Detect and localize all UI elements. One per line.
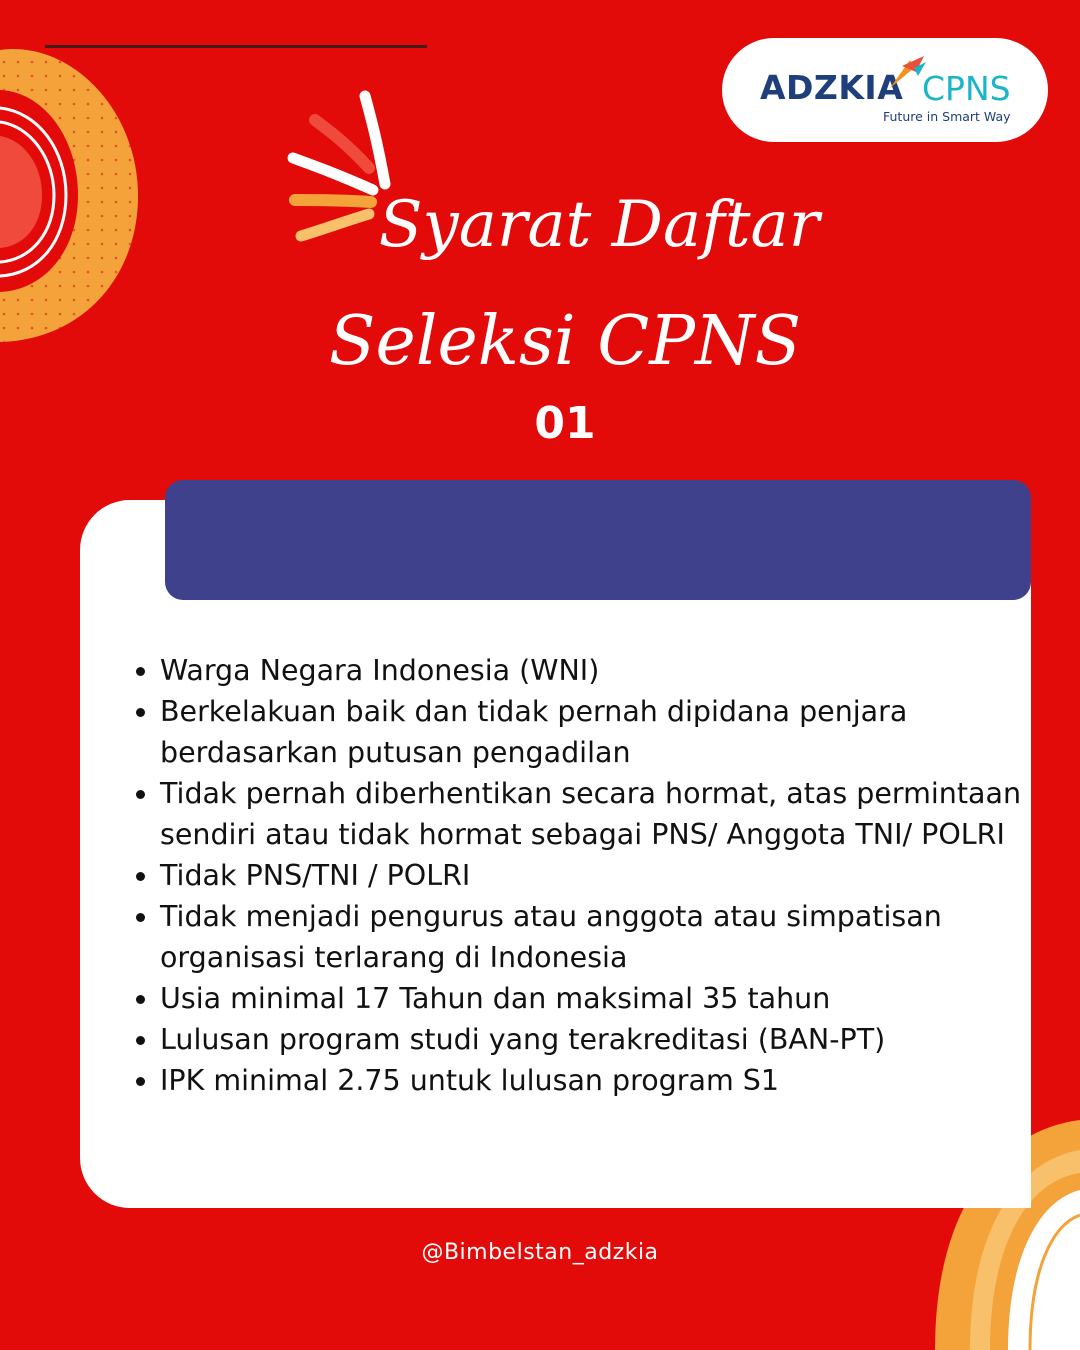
list-item: • Berkelakuan baik dan tidak pernah dipidana penjara berdasarkan putusan pengadilan [160, 691, 1050, 773]
list-item: • IPK minimal 2.75 untuk lulusan program S1 [160, 1060, 1050, 1101]
brand-logo [722, 38, 1048, 142]
title-line-1: Syarat Daftar [378, 188, 820, 262]
divider-line [45, 45, 427, 48]
social-handle: @Bimbelstan_adzkia [421, 1240, 659, 1265]
brand-name-light: CPNS [922, 69, 1011, 108]
list-item: • Tidak PNS/TNI / POLRI [160, 855, 1050, 896]
title-line-2: Seleksi CPNS [328, 302, 802, 381]
brand-tagline: Future in Smart Way [883, 109, 1011, 124]
card-header-bar [165, 480, 1031, 600]
list-item: • Lulusan program studi yang terakreditasi (BAN-PT) [160, 1019, 1050, 1060]
requirements-list [128, 650, 1050, 1101]
list-item: • Warga Negara Indonesia (WNI) [160, 650, 1050, 691]
brand-name-bold: ADZKIA [760, 68, 904, 107]
list-item: • Tidak pernah diberhentikan secara hormat, atas permintaan sendiri atau tidak hormat sebagai PNS/ Anggota TNI/ POLRI [160, 773, 1050, 855]
list-item: • Usia minimal 17 Tahun dan maksimal 35 tahun [160, 978, 1050, 1019]
page-number: 01 [534, 398, 596, 449]
list-item: • Tidak menjadi pengurus atau anggota atau simpatisan organisasi terlarang di Indonesia [160, 896, 1050, 978]
